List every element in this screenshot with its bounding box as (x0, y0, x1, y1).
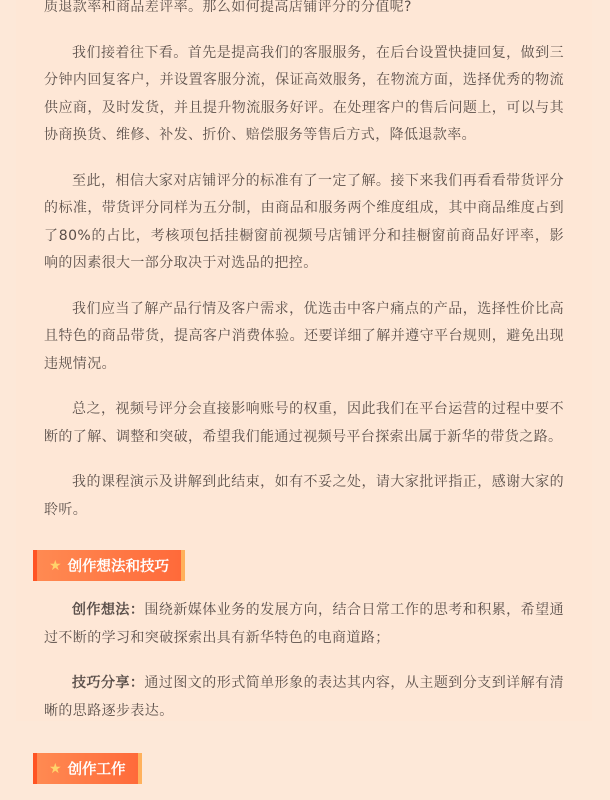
star-icon: ★ (49, 557, 62, 574)
paragraph: 至此，相信大家对店铺评分的标准有了一定了解。接下来我们再看看带货评分的标准，带货评分同样为五分制，由商品和服务两个维度组成，其中商品维度占到了80%的占比，考核项包括挂橱窗前视频号店铺评分和挂橱窗前商品好评率，影响的因素很大一部分取决于对选品的把控。 (44, 172, 564, 271)
tip-text: 通过图文的形式简单形象的表达其内容，从主题到分支到详解有清晰的思路逐步表达。 (44, 675, 565, 719)
tip-label: 技巧分享： (72, 675, 145, 691)
paragraph: 总之，视频号评分会直接影响账号的权重，因此我们在平台运营的过程中要不断的了解、调整和突破，希望我们能通过视频号平台探索出属于新华的带货之路。 (44, 401, 564, 445)
idea-text: 围绕新媒体业务的发展方向，结合日常工作的思考和积累，希望通过不断的学习和突破探索出具有新华特色的电商道路； (44, 602, 565, 646)
paragraph: 我们应当了解产品行情及客户需求，优选击中客户痛点的产品，选择性价比高且特色的商品带货，提高客户消费体验。还要详细了解并遵守平台规则，避免出现违规情况。 (44, 300, 564, 372)
paragraph: 质退款率和商品差评率。那么如何提高店铺评分的分值呢? (44, 0, 412, 15)
idea-item (44, 597, 564, 652)
article-body (16, 0, 592, 778)
tip-item (44, 670, 564, 725)
section-heading-ideas (33, 550, 185, 581)
paragraph: 我的课程演示及讲解到此结束，如有不妥之处，请大家批评指正，感谢大家的聆听。 (44, 474, 564, 518)
paragraph: 我们接着往下看。首先是提高我们的客服服务，在后台设置快捷回复，做到三分钟内回复客户，并设置客服分流，保证高效服务，在物流方面，选择优秀的物流供应商，及时发货，并且提升物流服务好评。在处理客户的售后问题上，可以与其协商换货、维修、补发、折价、赔偿服务等售后方式，降低退款率。 (44, 44, 564, 143)
section-title: 创作工作 (67, 762, 126, 778)
section-heading-work (33, 753, 142, 784)
star-icon: ★ (49, 760, 62, 777)
section-title: 创作想法和技巧 (67, 559, 170, 575)
idea-label: 创作想法： (72, 602, 145, 618)
